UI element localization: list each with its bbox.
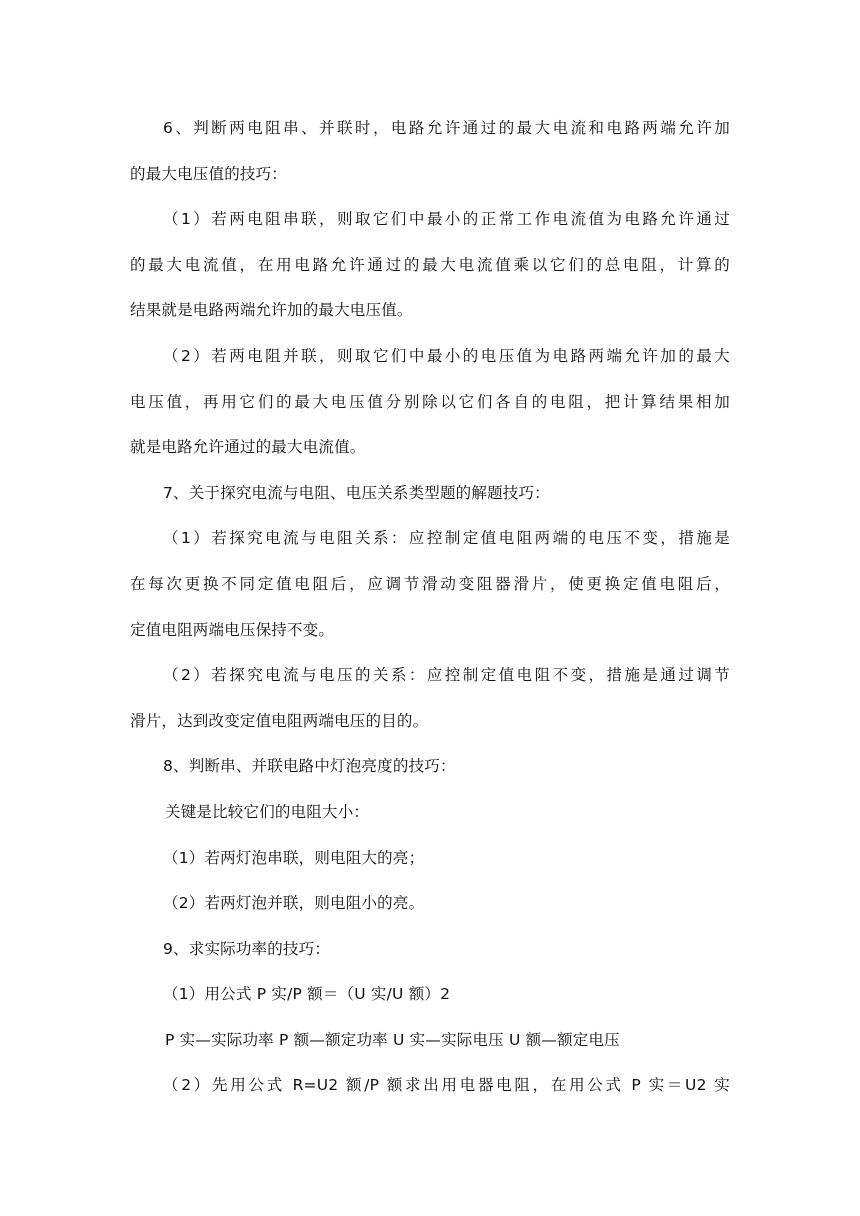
paragraph-7-heading: 7、关于探究电流与电阻、电压关系类型题的解题技巧： (163, 483, 550, 502)
paragraph-9-heading: 9、求实际功率的技巧： (163, 939, 331, 958)
document-body (130, 106, 730, 1109)
paragraph-6-2-line-2: 电压值，再用它们的最大电压值分别除以它们各自的电阻，把计算结果相加 (130, 392, 730, 411)
paragraph-7-1-line-2: 在每次更换不同定值电阻后，应调节滑动变阻器滑片，使更换定值电阻后， (130, 574, 730, 593)
paragraph-8-2: （2）若两灯泡并联，则电阻小的亮。 (163, 894, 425, 913)
paragraph-8-heading: 8、判断串、并联电路中灯泡亮度的技巧： (163, 757, 456, 776)
paragraph-6-1-line-3: 结果就是电路两端允许加的最大电压值。 (130, 301, 413, 320)
paragraph-6-2-line-3: 就是电路允许通过的最大电流值。 (130, 438, 366, 457)
paragraph-7-1-line-3: 定值电阻两端电压保持不变。 (130, 620, 335, 639)
paragraph-7-2-line-2: 滑片，达到改变定值电阻两端电压的目的。 (130, 711, 429, 730)
paragraph-6-line-2: 的最大电压值的技巧： (130, 164, 288, 183)
paragraph-9-2-line-1: （2）先用公式 R=U2 额/P 额求出用电器电阻，在用公式 P 实＝U2 实 (163, 1076, 730, 1095)
paragraph-8-1: （1）若两灯泡串联，则电阻大的亮； (163, 848, 425, 867)
paragraph-7-2-line-1: （2）若探究电流与电压的关系：应控制定值电阻不变，措施是通过调节 (163, 666, 730, 685)
paragraph-7-1-line-1: （1）若探究电流与电阻关系：应控制定值电阻两端的电压不变，措施是 (163, 529, 730, 548)
paragraph-9-1-legend: P 实—实际功率 P 额—额定功率 U 实—实际电压 U 额—额定电压 (165, 1030, 620, 1049)
paragraph-6-1-line-1: （1）若两电阻串联，则取它们中最小的正常工作电流值为电路允许通过 (163, 210, 730, 229)
paragraph-6-line-1: 6、判断两电阻串、并联时，电路允许通过的最大电流和电路两端允许加 (163, 119, 730, 137)
paragraph-6-1-line-2: 的最大电流值，在用电路允许通过的最大电流值乘以它们的总电阻，计算的 (130, 255, 730, 274)
paragraph-8-key-point: 关键是比较它们的电阻大小： (165, 802, 370, 821)
paragraph-9-1-formula: （1）用公式 P 实/P 额＝（U 实/U 额）2 (163, 985, 451, 1004)
paragraph-6-2-line-1: （2）若两电阻并联，则取它们中最小的电压值为电路两端允许加的最大 (163, 346, 730, 365)
